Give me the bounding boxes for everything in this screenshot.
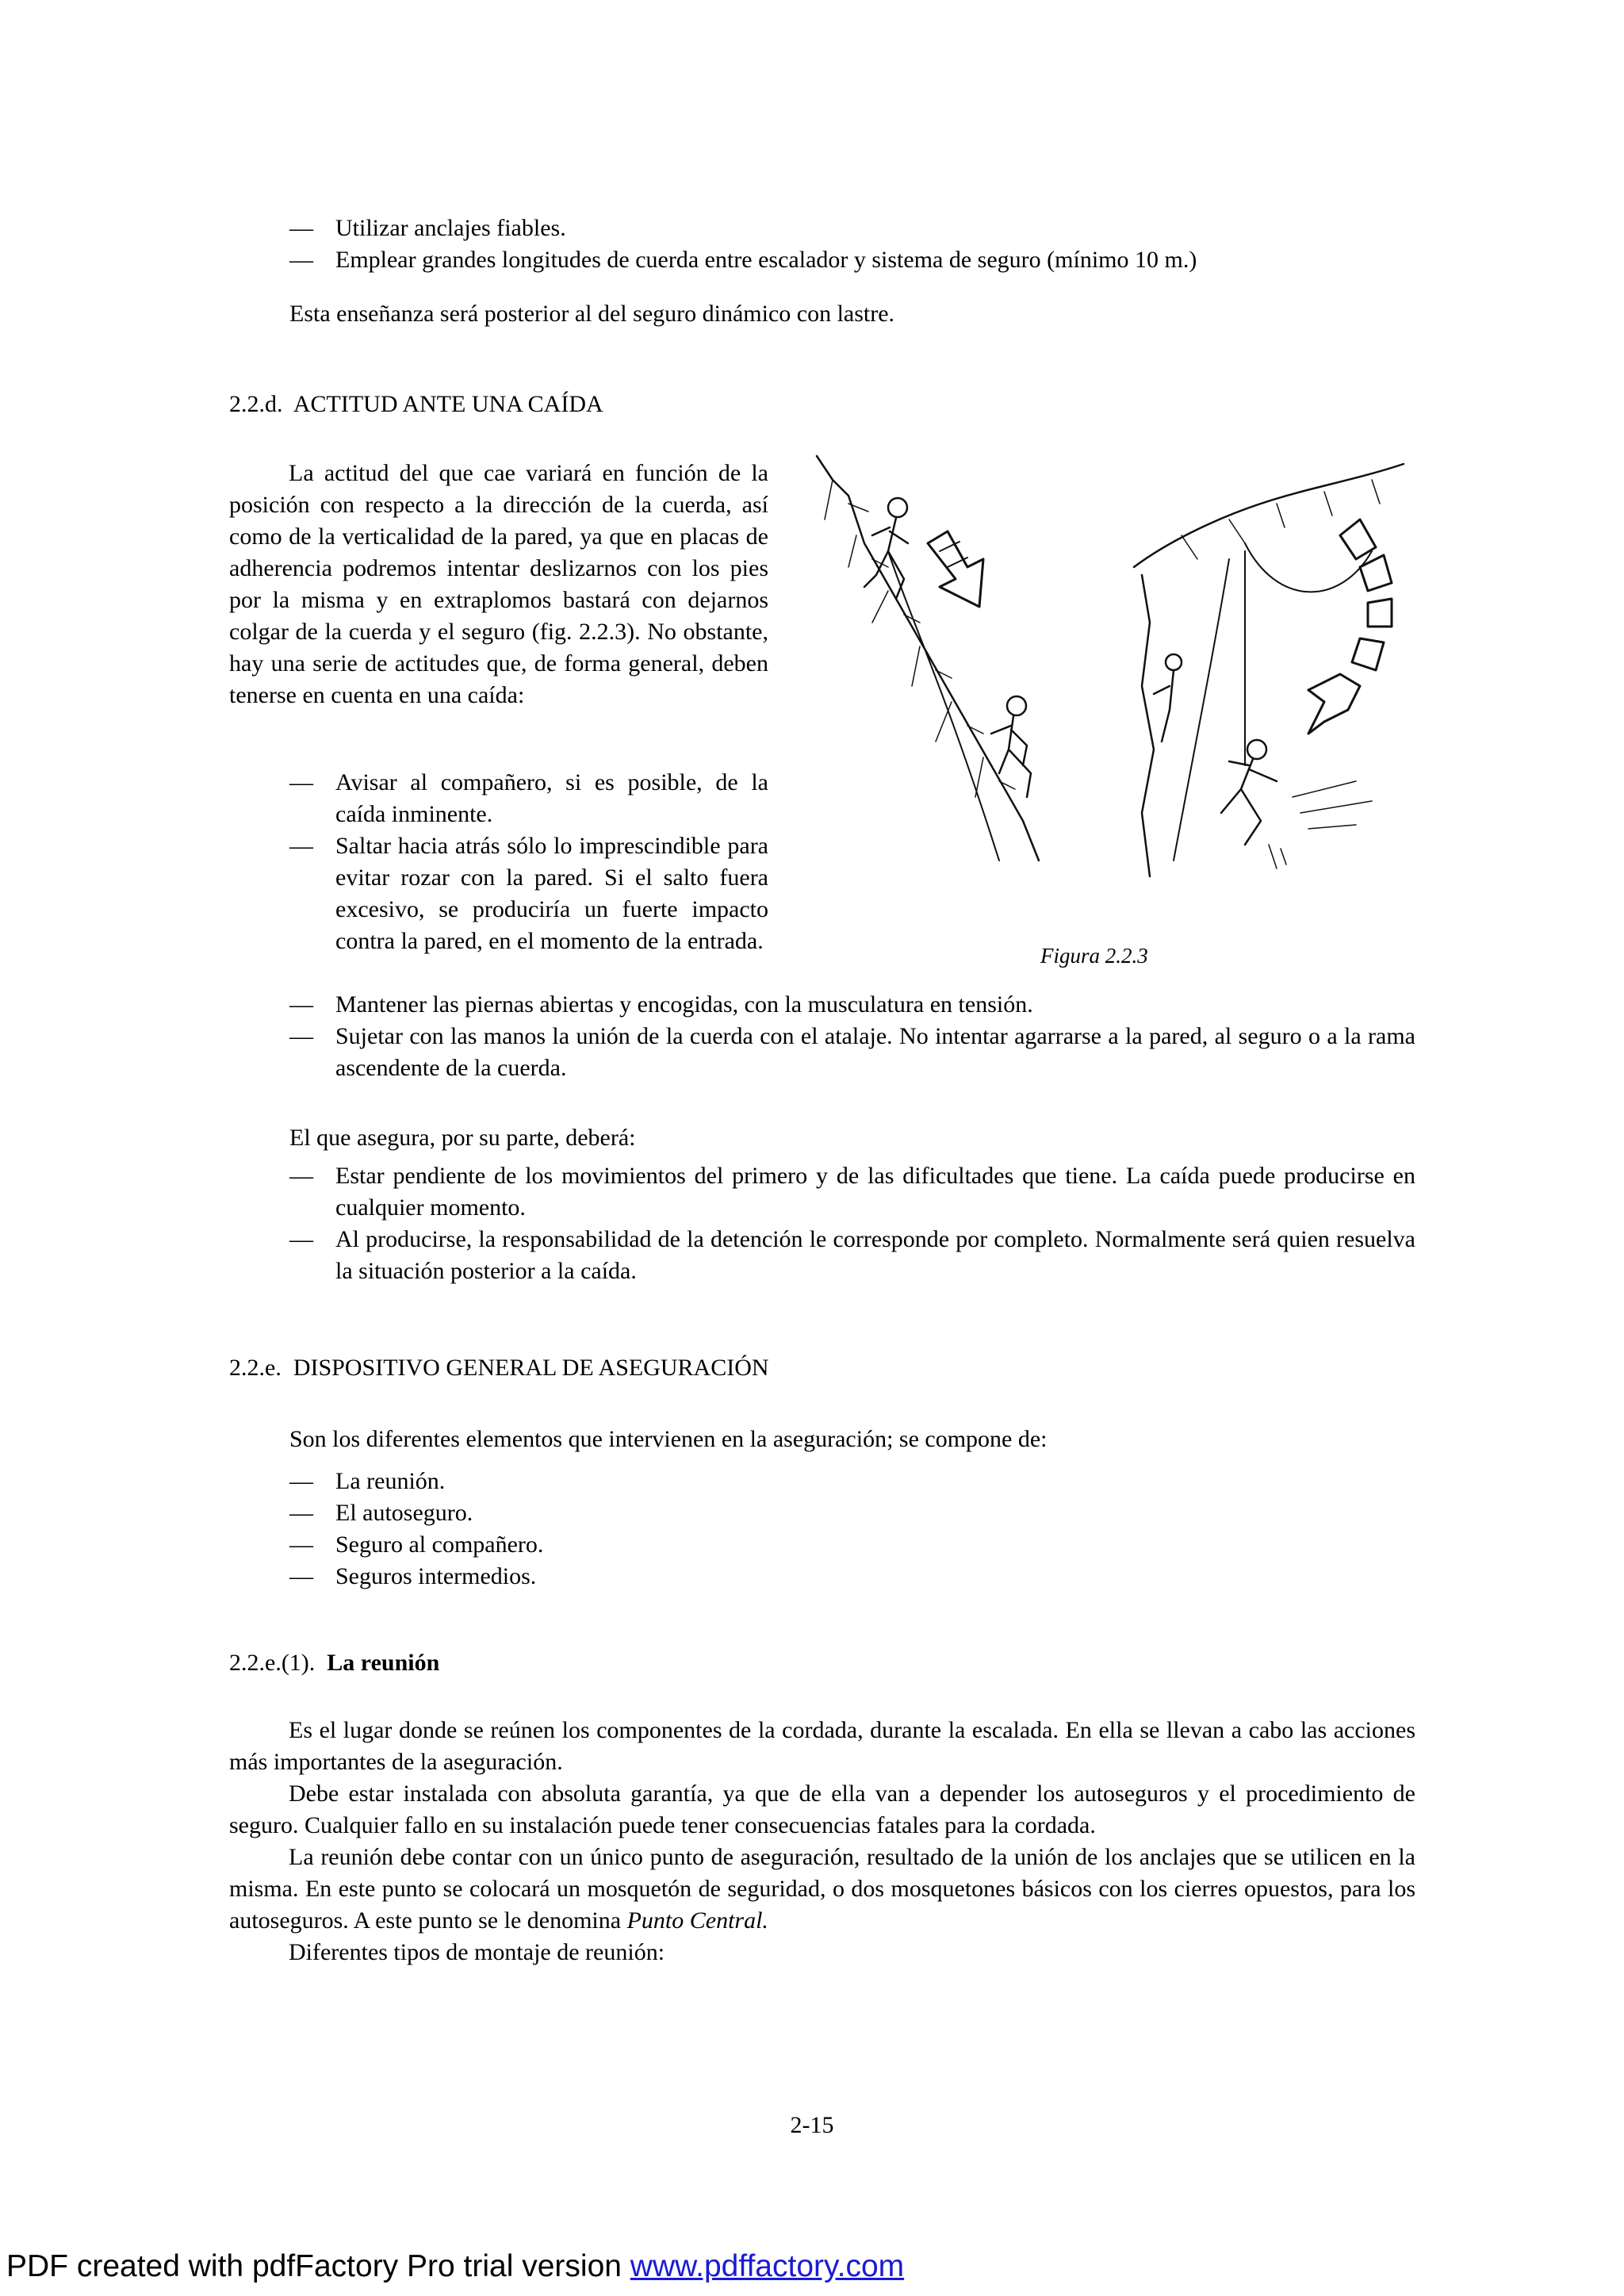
list-item: — Mantener las piernas abiertas y encogidas, con la musculatura en tensión. — [289, 989, 1415, 1021]
section-title: ACTITUD ANTE UNA CAÍDA — [293, 391, 603, 417]
fall-attitude-list-narrow — [289, 767, 768, 957]
punto-central-term: Punto Central. — [626, 1907, 768, 1934]
list-item: — Avisar al compañero, si es posible, de la caída inminente. — [289, 767, 768, 830]
reunion-body — [229, 1715, 1415, 1968]
section-number: 2.2.e.(1). — [229, 1650, 316, 1676]
section-heading-e1 — [229, 1647, 1339, 1679]
fall-attitude-list-wide — [289, 989, 1415, 1084]
right-wall — [1134, 464, 1404, 567]
list-item: — Seguro al compañero. — [289, 1529, 1415, 1561]
climbing-fall-figure — [801, 448, 1411, 924]
section-e-paragraph: Son los diferentes elementos que intervienen en la aseguración; se compone de: — [289, 1426, 1048, 1452]
section-heading-e — [229, 1352, 1339, 1384]
section-heading-d — [229, 389, 1181, 420]
reunion-paragraph-1: Es el lugar donde se reúnen los componentes de la cordada, durante la escalada. En ella se llevan a cabo las acciones más importantes de la aseguración. — [229, 1717, 1415, 1775]
intro-list — [289, 213, 1415, 276]
section-title: DISPOSITIVO GENERAL DE ASEGURACIÓN — [293, 1355, 769, 1381]
list-item: — Utilizar anclajes fiables. — [289, 213, 1415, 244]
section-number: 2.2.d. — [229, 391, 283, 417]
list-item: — Al producirse, la responsabilidad de la detención le corresponde por completo. Normalmente será quien resuelva la situación posterior a la caída. — [289, 1224, 1415, 1287]
reunion-paragraph-4: Diferentes tipos de montaje de reunión: — [289, 1939, 665, 1965]
belayer-list — [289, 1160, 1415, 1287]
list-item: — El autoseguro. — [289, 1497, 1415, 1529]
reunion-paragraph-3-text: La reunión debe contar con un único punto de aseguración, resultado de la unión de los anclajes que se utilicen en la misma. En este punto se colocará un mosquetón de seguridad, o dos mosquetones básicos con los cierres opuestos, para los autoseguros. A este punto se le denomina — [229, 1844, 1415, 1934]
list-item: — La reunión. — [289, 1466, 1415, 1497]
footer-link[interactable]: www.pdffactory.com — [630, 2249, 905, 2283]
section-title: La reunión — [327, 1650, 440, 1676]
reunion-paragraph-2: Debe estar instalada con absoluta garantía, ya que de ella van a depender los autoseguros y el procedimiento de seguro. Cualquier fallo en su instalación puede tener consecuencias fatales para la cordada. — [229, 1780, 1415, 1838]
reunion-paragraph-3 — [229, 1842, 1415, 1937]
section-e-list — [289, 1466, 1415, 1593]
figure-caption: Figura 2.2.3 — [1040, 944, 1148, 968]
list-item: — Seguros intermedios. — [289, 1561, 1415, 1593]
fall-attitude-paragraph: La actitud del que cae variará en función de la posición con respecto a la dirección de la cuerda, así como de la verticalidad de la pared, ya que en placas de adherencia podremos intentar deslizarnos con los pies por la misma y en extraplomos bastará con dejarnos colgar de la cuerda y el seguro (fig. 2.2.3). No obstante, hay una serie de actitudes que, de forma general, deben tenerse en cuenta en una caída: — [229, 460, 768, 708]
left-arrow-icon — [928, 531, 983, 607]
pdf-footer — [6, 2248, 1275, 2285]
page-number: 2-15 — [790, 2112, 834, 2138]
footer-text: PDF created with pdfFactory Pro trial version — [6, 2249, 630, 2283]
list-item: — Saltar hacia atrás sólo lo imprescindible para evitar rozar con la pared. Si el salto fuera excesivo, se produciría un fuerte impacto contra la pared, en el momento de la entrada. — [289, 830, 768, 957]
list-item: — Sujetar con las manos la unión de la cuerda con el atalaje. No intentar agarrarse a la pared, al seguro o a la rama ascendente de la cuerda. — [289, 1021, 1415, 1084]
belayer-intro: El que asegura, por su parte, deberá: — [289, 1125, 636, 1151]
right-arrow-icon — [1308, 519, 1392, 734]
section-number: 2.2.e. — [229, 1355, 282, 1381]
list-item: — Estar pendiente de los movimientos del primero y de las dificultades que tiene. La caída puede producirse en cualquier momento. — [289, 1160, 1415, 1224]
list-item: — Emplear grandes longitudes de cuerda entre escalador y sistema de seguro (mínimo 10 m.) — [289, 244, 1415, 276]
intro-paragraph: Esta enseñanza será posterior al del seguro dinámico con lastre. — [289, 301, 895, 327]
